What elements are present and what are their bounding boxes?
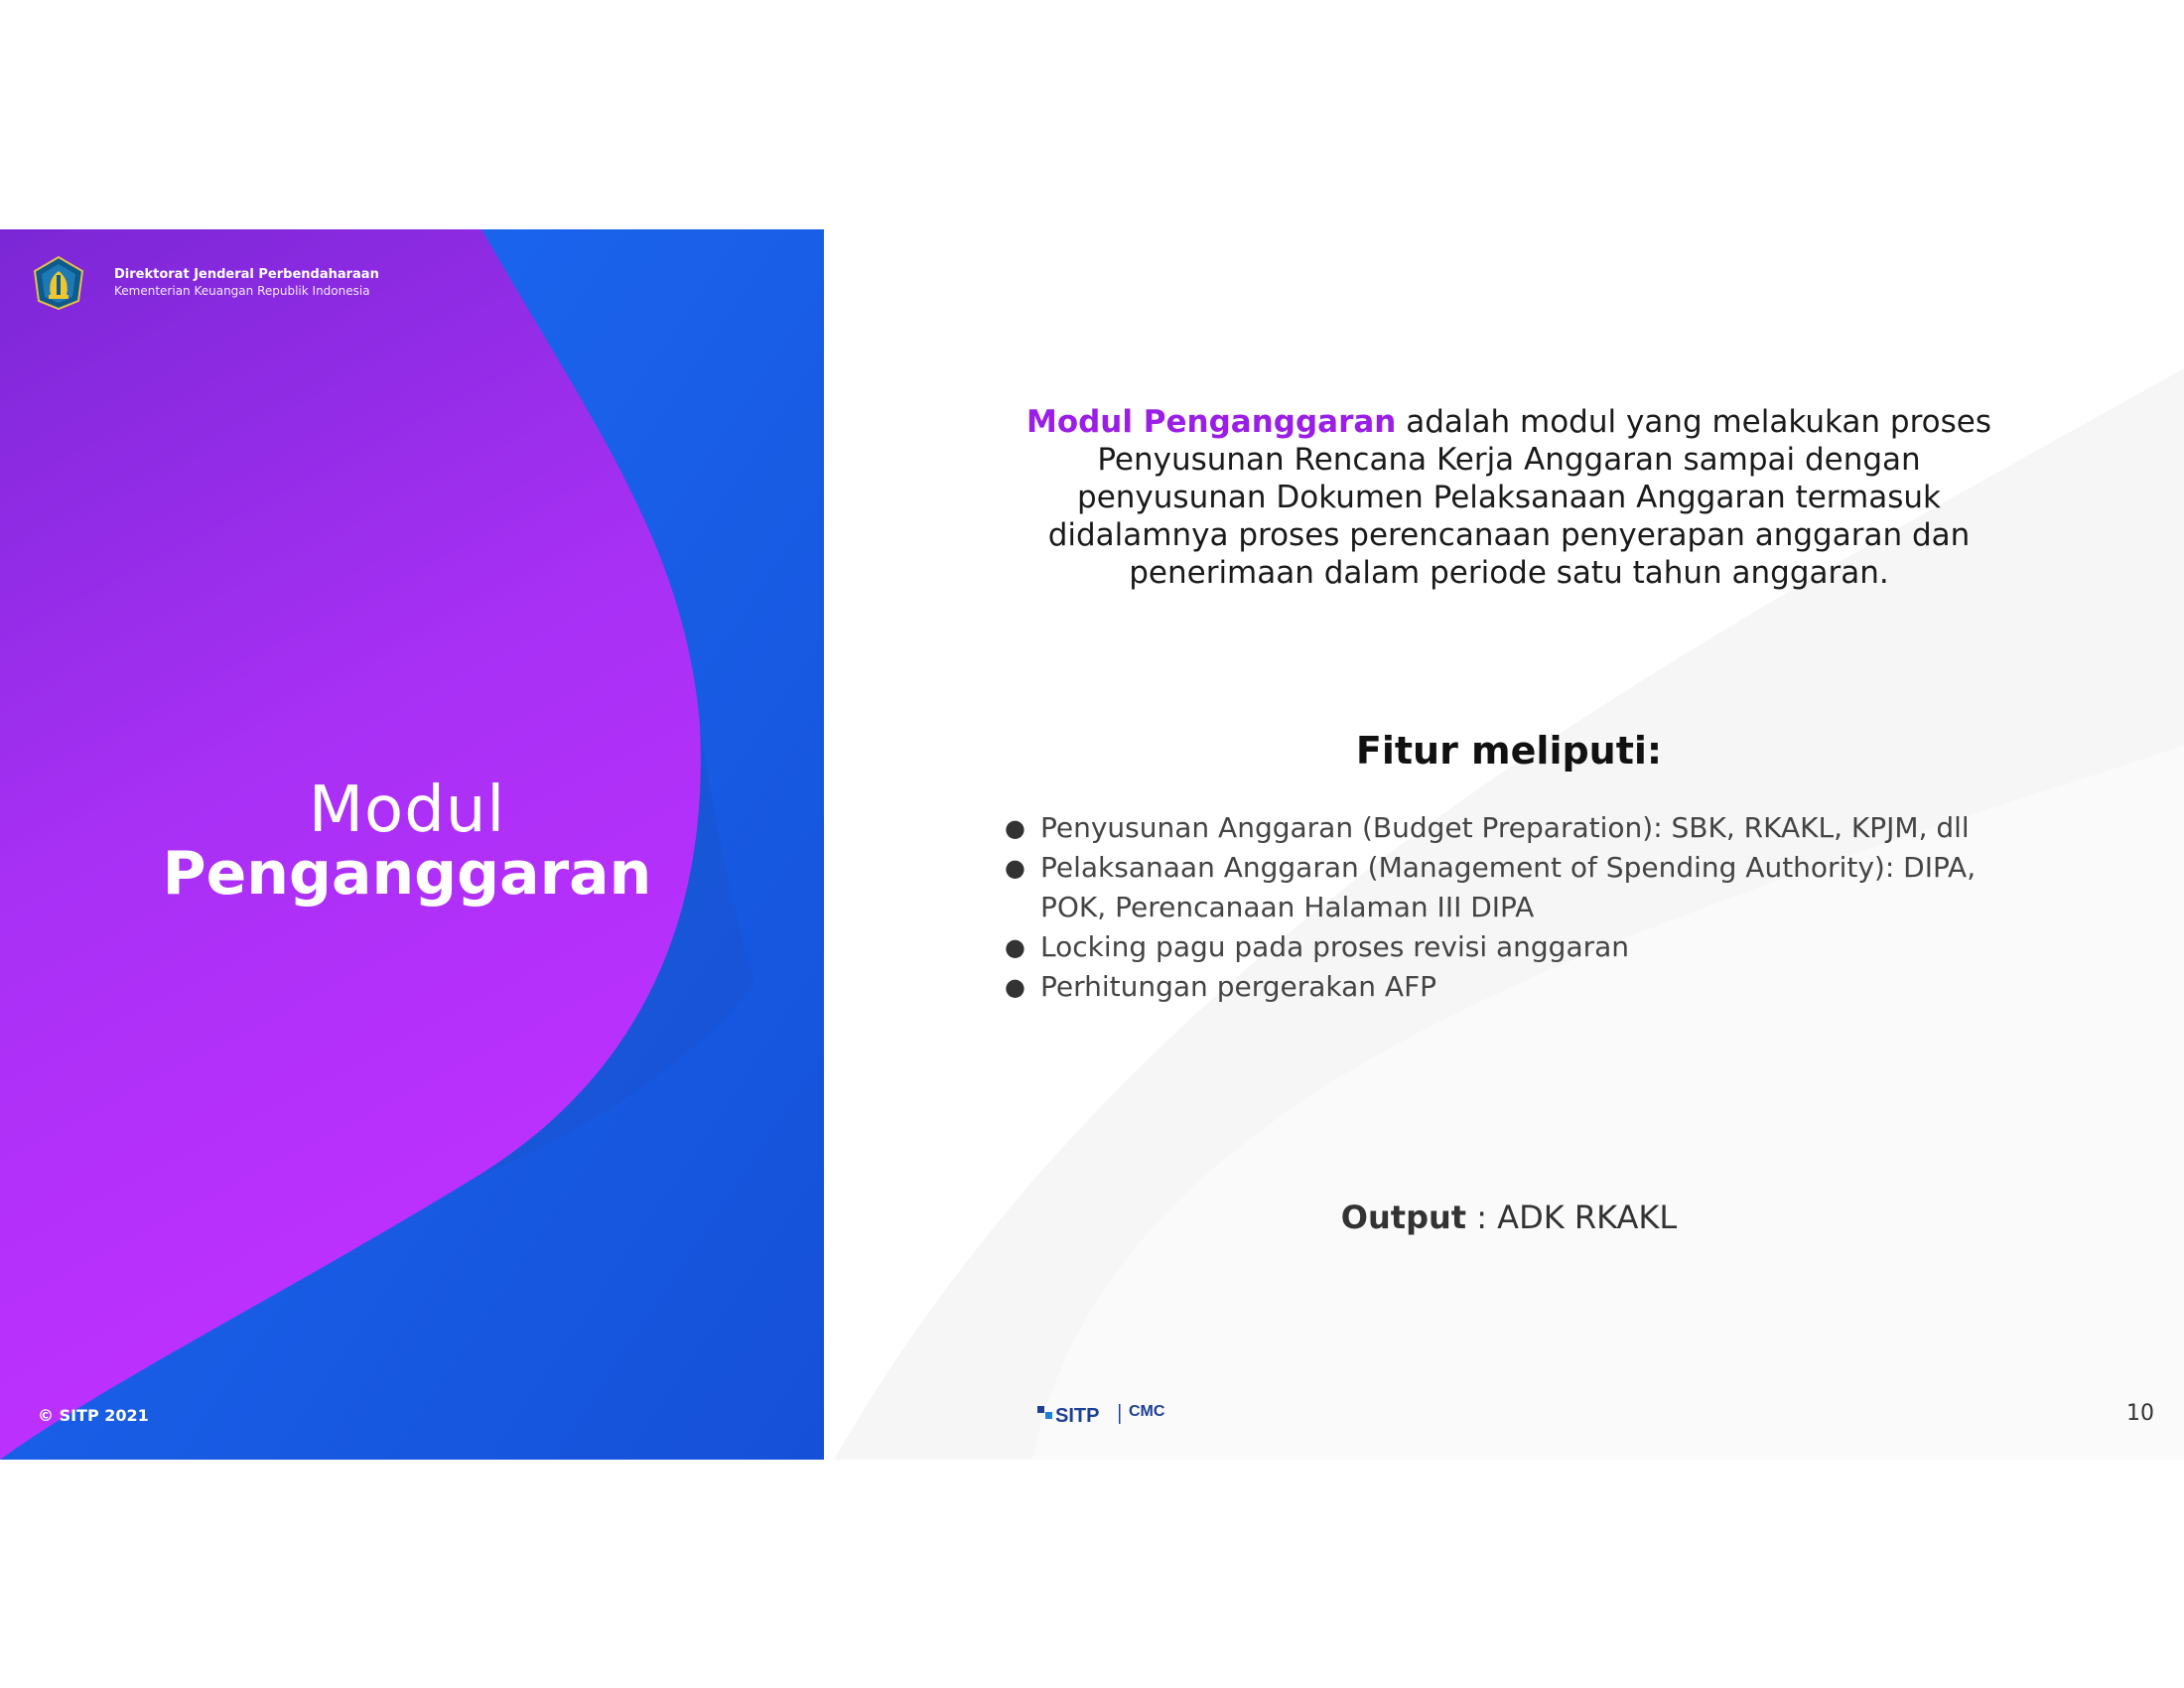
kemenkeu-emblem-icon <box>31 255 86 311</box>
slide <box>0 229 2184 1460</box>
feature-list <box>1003 808 1995 1007</box>
sitp-cmc-logo-icon <box>1037 1398 1186 1428</box>
intro-highlight: Modul Penganggaran <box>1025 404 1397 440</box>
left-panel <box>0 229 824 1460</box>
org-name: Direktorat Jenderal Perbendaharaan <box>114 267 379 282</box>
output-value: : ADK RKAKL <box>1466 1198 1678 1236</box>
bullet-icon: ● <box>1005 933 1025 961</box>
feature-text: Perhitungan pergerakan AFP <box>1040 970 1437 1003</box>
slide-title-line2: Penganggaran <box>162 839 652 909</box>
slide-title-line1: Modul <box>308 774 506 847</box>
page-number: 10 <box>2126 1401 2154 1426</box>
list-item <box>1003 848 1995 927</box>
list-item <box>1003 927 1995 967</box>
copyright-text: © SITP 2021 <box>38 1406 149 1425</box>
list-item <box>1003 967 1995 1007</box>
footer-logo-sitp-text: SITP <box>1055 1405 1100 1427</box>
features-heading: Fitur meliputi: <box>1355 729 1663 773</box>
intro-text: adalah modul yang melakukan proses Penyusunan Rencana Kerja Anggaran sampai dengan penyusunan Dokumen Pelaksanaan Anggaran termasuk didalamnya proses perencanaan penyerapan anggaran dan penerimaan dalam periode satu tahun anggaran. <box>1047 404 1992 591</box>
feature-text: Locking pagu pada proses revisi anggaran <box>1040 930 1630 963</box>
footer-logo-cmc-text: CMC <box>1129 1403 1165 1420</box>
bullet-icon: ● <box>1005 854 1025 882</box>
output-label: Output <box>1340 1198 1467 1236</box>
feature-text: Penyusunan Anggaran (Budget Preparation): SBK, RKAKL, KPJM, dll <box>1040 811 1970 844</box>
bullet-icon: ● <box>1005 973 1025 1001</box>
intro-paragraph <box>1003 403 2015 592</box>
list-item <box>1003 808 1995 848</box>
output-line <box>1092 1198 1926 1236</box>
org-subtitle: Kementerian Keuangan Republik Indonesia <box>114 284 370 298</box>
bullet-icon: ● <box>1005 814 1025 842</box>
feature-text: Pelaksanaan Anggaran (Management of Spending Authority): DIPA, POK, Perencanaan Halaman III DIPA <box>1040 851 1977 923</box>
